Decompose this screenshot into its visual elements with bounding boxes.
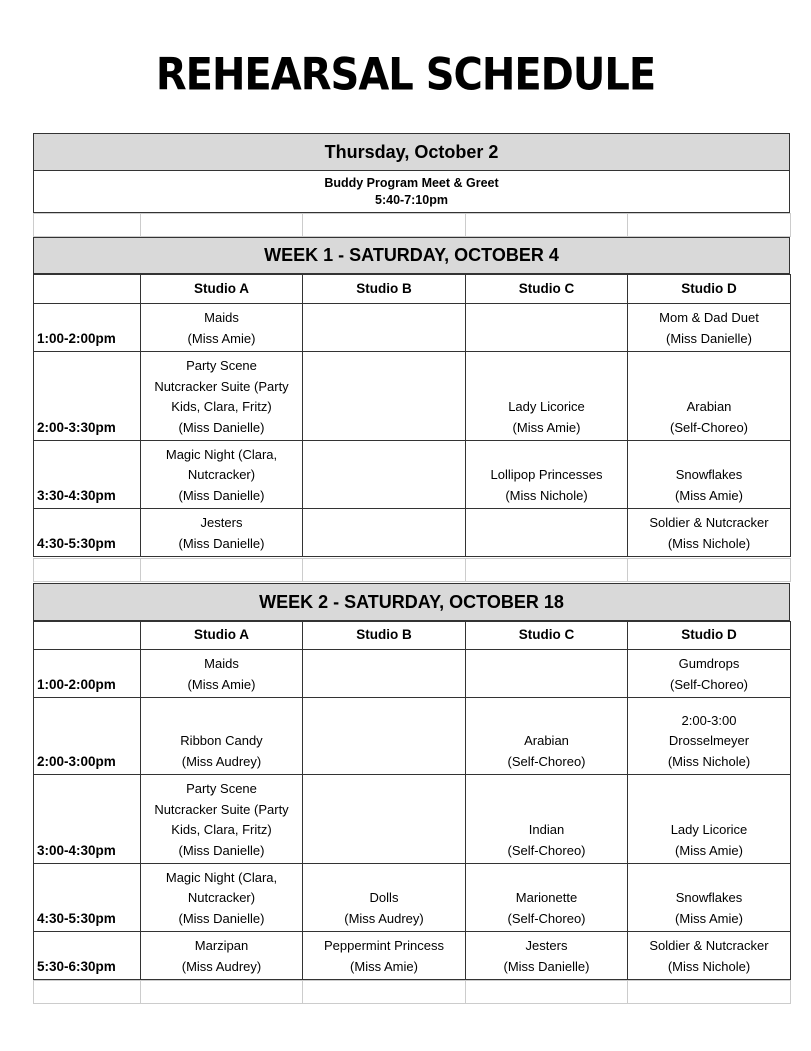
rehearsal-cell	[303, 775, 466, 864]
rehearsal-text: Drosselmeyer	[668, 733, 750, 748]
rehearsal-text: Peppermint Princess	[324, 938, 444, 953]
rehearsal-cell	[628, 932, 791, 980]
rehearsal-cell	[628, 775, 791, 864]
rehearsal-text: Marionette	[515, 890, 578, 905]
rehearsal-text: (Miss Nichole)	[667, 958, 751, 974]
rehearsal-cell	[628, 698, 791, 775]
rehearsal-text: (Miss Amie)	[187, 676, 256, 692]
rehearsal-text: (Miss Danielle)	[503, 958, 590, 974]
rehearsal-cell	[141, 441, 303, 509]
rehearsal-text: Dolls	[369, 890, 399, 905]
rehearsal-text: Arabian	[686, 399, 732, 414]
rehearsal-text: (Miss Amie)	[187, 330, 256, 346]
schedule-row	[34, 650, 791, 698]
rehearsal-text: Party Scene	[186, 358, 257, 373]
rehearsal-text: Party Scene	[186, 781, 257, 796]
rehearsal-cell	[303, 650, 466, 698]
rehearsal-cell	[628, 441, 791, 509]
schedule-row	[34, 775, 791, 864]
rehearsal-text: (Miss Audrey)	[181, 753, 262, 769]
rehearsal-cell	[628, 304, 791, 352]
schedule-row	[34, 509, 791, 557]
rehearsal-text: (Miss Danielle)	[666, 330, 752, 346]
rehearsal-text: 2:00-3:00	[681, 712, 737, 728]
event-box	[33, 171, 790, 213]
event-time: 5:40-7:10pm	[375, 193, 448, 207]
studio-header-a: Studio A	[141, 275, 303, 304]
rehearsal-text: (Self-Choreo)	[507, 842, 586, 858]
schedule-row	[34, 304, 791, 352]
studio-header-d: Studio D	[628, 622, 791, 650]
rehearsal-text: Indian	[528, 822, 565, 837]
rehearsal-cell	[141, 864, 303, 932]
rehearsal-cell	[141, 304, 303, 352]
time-slot: 1:00-2:00pm	[34, 304, 141, 352]
rehearsal-text: Mom & Dad Duet	[659, 310, 759, 325]
time-slot: 1:00-2:00pm	[34, 650, 141, 698]
rehearsal-cell	[466, 775, 628, 864]
rehearsal-text: (Self-Choreo)	[507, 753, 586, 769]
studio-header-b: Studio B	[303, 275, 466, 304]
rehearsal-cell	[303, 352, 466, 441]
rehearsal-text: Lady Licorice	[670, 822, 748, 837]
rehearsal-cell	[628, 864, 791, 932]
event-header: Thursday, October 2	[33, 133, 790, 171]
rehearsal-cell	[141, 352, 303, 441]
rehearsal-cell	[466, 650, 628, 698]
rehearsal-text: Kids, Clara, Fritz)	[171, 822, 272, 837]
rehearsal-text: (Miss Danielle)	[178, 910, 265, 926]
rehearsal-cell	[628, 509, 791, 557]
week-1-header: WEEK 1 - SATURDAY, OCTOBER 4	[33, 237, 790, 274]
rehearsal-text: Lady Licorice	[508, 399, 585, 414]
week-2-table	[33, 621, 791, 980]
rehearsal-text: Kids, Clara, Fritz)	[171, 399, 272, 414]
rehearsal-cell	[466, 304, 628, 352]
rehearsal-text: Jesters	[525, 938, 568, 953]
rehearsal-text: Nutcracker Suite (Party	[154, 378, 289, 394]
rehearsal-cell	[303, 441, 466, 509]
schedule-row	[34, 698, 791, 775]
rehearsal-text: (Self-Choreo)	[507, 910, 586, 926]
rehearsal-text: (Miss Amie)	[675, 910, 743, 926]
time-slot: 4:30-5:30pm	[34, 864, 141, 932]
rehearsal-text: (Miss Danielle)	[178, 842, 265, 858]
rehearsal-text: (Miss Danielle)	[178, 419, 265, 435]
studio-header-row	[34, 275, 791, 304]
rehearsal-cell	[466, 509, 628, 557]
rehearsal-text: Marzipan	[194, 938, 249, 953]
schedule-row	[34, 932, 791, 980]
studio-header-c: Studio C	[466, 622, 628, 650]
rehearsal-text: Magic Night (Clara,	[165, 869, 278, 885]
spacer-row-3	[33, 980, 791, 1004]
rehearsal-text: (Miss Amie)	[350, 958, 418, 974]
rehearsal-text: (Miss Danielle)	[178, 487, 265, 503]
rehearsal-cell	[141, 775, 303, 864]
rehearsal-text: (Miss Audrey)	[344, 910, 424, 926]
rehearsal-text: Nutcracker Suite (Party	[154, 801, 289, 817]
week-1-table	[33, 274, 791, 557]
event-name: Buddy Program Meet & Greet	[324, 176, 499, 190]
rehearsal-text: (Miss Nichole)	[505, 487, 588, 503]
rehearsal-cell	[466, 441, 628, 509]
week-2-header: WEEK 2 - SATURDAY, OCTOBER 18	[33, 583, 790, 621]
time-slot: 4:30-5:30pm	[34, 509, 141, 557]
rehearsal-cell	[141, 932, 303, 980]
rehearsal-cell	[141, 509, 303, 557]
rehearsal-text: Jesters	[200, 515, 243, 530]
rehearsal-cell	[303, 509, 466, 557]
rehearsal-text: (Miss Amie)	[675, 842, 743, 858]
rehearsal-cell	[628, 352, 791, 441]
rehearsal-text: Ribbon Candy	[180, 733, 263, 748]
rehearsal-text: (Miss Amie)	[512, 419, 581, 435]
rehearsal-cell	[303, 698, 466, 775]
rehearsal-text: Nutcracker)	[187, 890, 256, 905]
rehearsal-text: Lollipop Princesses	[490, 467, 603, 482]
time-header-cell	[34, 622, 141, 650]
rehearsal-text: (Miss Danielle)	[178, 535, 265, 551]
rehearsal-cell	[303, 864, 466, 932]
rehearsal-text: Maids	[204, 656, 239, 671]
rehearsal-text: Magic Night (Clara,	[165, 446, 278, 462]
page-title: REHEARSAL SCHEDULE	[155, 49, 656, 101]
rehearsal-text: (Miss Nichole)	[667, 535, 751, 551]
time-slot: 5:30-6:30pm	[34, 932, 141, 980]
studio-header-a: Studio A	[141, 622, 303, 650]
schedule-row	[34, 352, 791, 441]
rehearsal-cell	[466, 864, 628, 932]
rehearsal-cell	[466, 932, 628, 980]
rehearsal-text: (Miss Nichole)	[667, 753, 751, 769]
rehearsal-cell	[303, 304, 466, 352]
rehearsal-cell	[628, 650, 791, 698]
studio-header-b: Studio B	[303, 622, 466, 650]
rehearsal-text: Arabian	[524, 733, 569, 748]
schedule-row	[34, 441, 791, 509]
rehearsal-cell	[466, 352, 628, 441]
rehearsal-text: (Self-Choreo)	[669, 419, 749, 435]
rehearsal-text: Maids	[204, 310, 239, 325]
rehearsal-text: Soldier & Nutcracker	[649, 515, 769, 530]
rehearsal-text: Snowflakes	[675, 890, 743, 905]
rehearsal-text: (Miss Amie)	[675, 487, 743, 503]
time-slot: 3:30-4:30pm	[34, 441, 141, 509]
time-slot: 2:00-3:00pm	[34, 698, 141, 775]
rehearsal-cell	[466, 698, 628, 775]
rehearsal-text: (Miss Audrey)	[181, 958, 262, 974]
schedule-row	[34, 864, 791, 932]
rehearsal-text: (Self-Choreo)	[669, 676, 749, 692]
spacer-row-2	[33, 558, 791, 582]
studio-header-row	[34, 622, 791, 650]
time-slot: 2:00-3:30pm	[34, 352, 141, 441]
rehearsal-text: Snowflakes	[675, 467, 743, 482]
rehearsal-text: Soldier & Nutcracker	[649, 938, 769, 953]
rehearsal-text: Gumdrops	[678, 656, 740, 671]
time-slot: 3:00-4:30pm	[34, 775, 141, 864]
rehearsal-text: Nutcracker)	[187, 467, 256, 482]
spacer-row-1	[33, 213, 791, 237]
rehearsal-cell	[141, 650, 303, 698]
studio-header-d: Studio D	[628, 275, 791, 304]
rehearsal-cell	[303, 932, 466, 980]
time-header-cell	[34, 275, 141, 304]
studio-header-c: Studio C	[466, 275, 628, 304]
rehearsal-cell	[141, 698, 303, 775]
